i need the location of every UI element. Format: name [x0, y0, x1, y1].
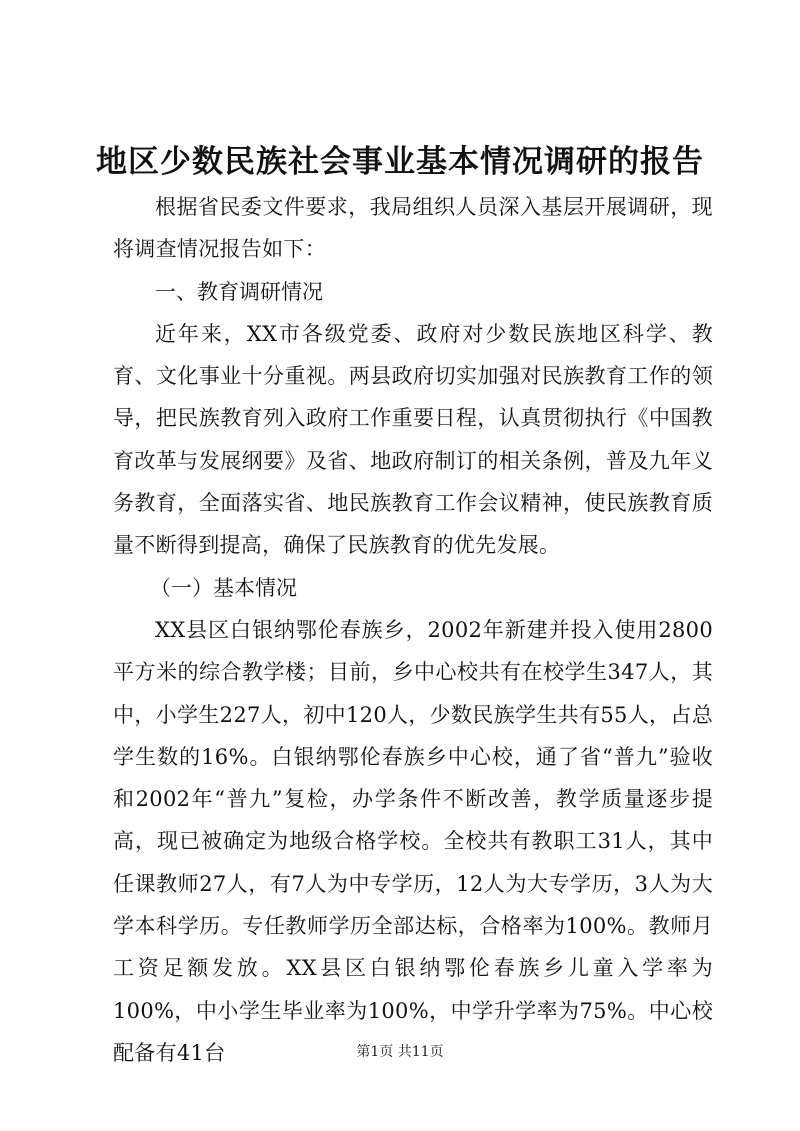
document-body	[113, 186, 713, 1074]
education-paragraph: 近年来，XX市各级党委、政府对少数民族地区科学、教育、文化事业十分重视。两县政府切实加强对民族教育工作的领导，把民族教育列入政府工作重要日程，认真贯彻执行《中国教育改革与发展纲要》及省、地政府制订的相关条例，普及九年义务教育，全面落实省、地民族教育工作会议精神，使民族教育质量不断得到提高，确保了民族教育的优先发展。	[113, 321, 713, 558]
page-footer: 第1页 共11页	[356, 1044, 444, 1060]
document-title: 地区少数民族社会事业基本情况调研的报告	[96, 144, 704, 180]
intro-paragraph: 根据省民委文件要求，我局组织人员深入基层开展调研，现将调查情况报告如下：	[113, 195, 713, 262]
section-heading-education: 一、教育调研情况	[155, 279, 323, 304]
subsection-heading-basic-situation: （一）基本情况	[150, 575, 297, 600]
basic-situation-paragraph: XX县区白银纳鄂伦春族乡，2002年新建并投入使用2800平方米的综合教学楼；目前，乡中心校共有在校学生347人，其中，小学生227人，初中120人，少数民族学生共有55人，占总学生数的16%。白银纳鄂伦春族乡中心校，通了省“普九”验收和2002年“普九”复检，办学条件不断改善，教学质量逐步提高，现已被确定为地级合格学校。全校共有教职工31人，其中任课教师27人，有7人为中专学历，12人为大专学历，3人为大学本科学历。专任教师学历全部达标，合格率为100%。教师月工资足额发放。XX县区白银纳鄂伦春族乡儿童入学率为100%，中小学生毕业率为100%，中学升学率为75%。中心校配备有41台	[113, 617, 713, 1065]
